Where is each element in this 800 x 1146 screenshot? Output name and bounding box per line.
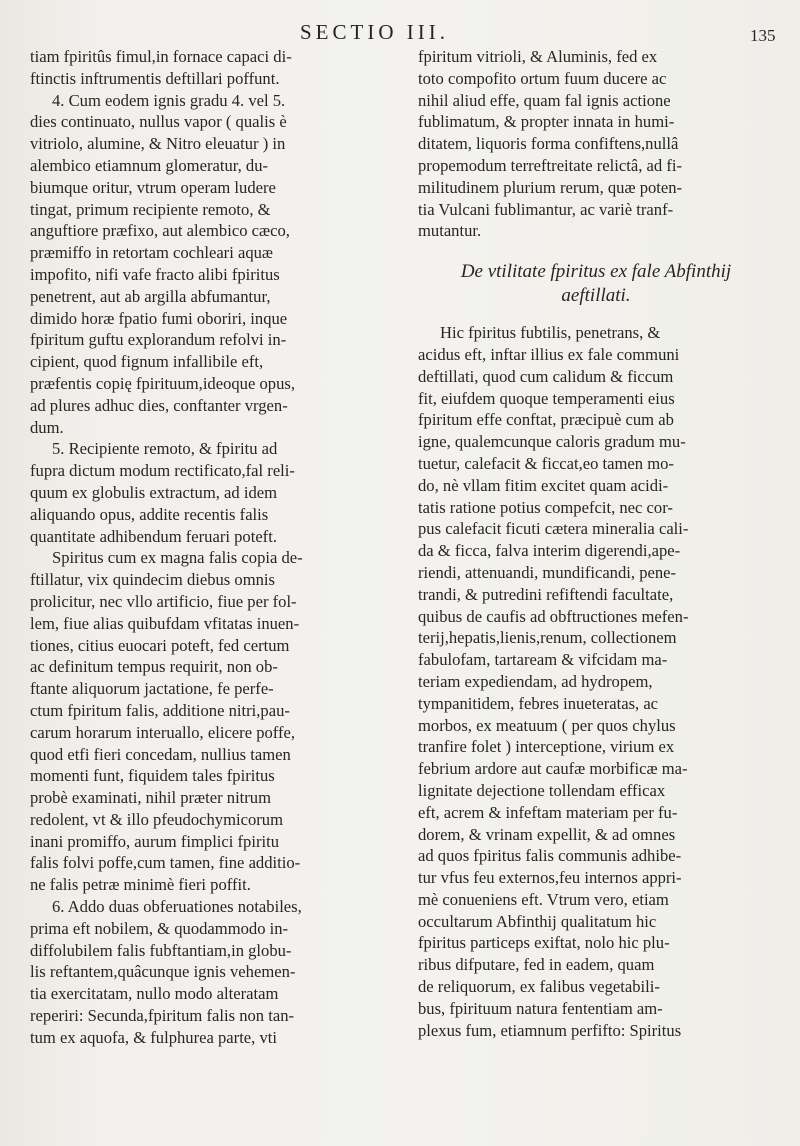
text-line: eft, acrem & infeftam materiam per fu- [418, 802, 678, 822]
text-line: ne falis petræ minimè fieri poffit. [30, 875, 251, 895]
text-line: 4. Cum eodem ignis gradu 4. vel 5. [52, 90, 286, 110]
text-line: propemodum terreftreitate relictâ, ad fi- [418, 155, 682, 175]
text-line: mè conueniens eft. Vtrum vero, etiam [418, 889, 669, 909]
text-line: fpiritum vitrioli, & Aluminis, fed ex [418, 47, 658, 66]
text-line: quibus de caufis ad obftructiones mefen- [418, 606, 689, 626]
text-line: tia Vulcani fublimantur, ac variè tranf- [418, 199, 674, 219]
text-line: quod etfi fieri concedam, nullius tamen [30, 744, 291, 764]
text-line: aliquando opus, addite recentis falis [30, 504, 269, 524]
text-line: fublimatum, & propter innata in humi- [418, 112, 675, 132]
text-line: da & ficca, falva interim digerendi,ape- [418, 541, 681, 561]
text-line: tingat, primum recipiente remoto, & [30, 199, 271, 219]
text-line: ftante aliquorum jactatione, fe perfe- [30, 679, 274, 699]
text-line: teriam expediendam, ad hydropem, [418, 671, 653, 691]
text-line: Hic fpiritus fubtilis, penetrans, & [440, 323, 661, 343]
text-line: nihil aliud effe, quam fal ignis actione [418, 90, 671, 110]
text-line: lignitate dejectione tollendam efficax [418, 780, 666, 800]
text-line: fupra dictum modum rectificato,fal reli- [30, 461, 295, 481]
text-line: cipient, quod fignum infallibile eft, [30, 352, 264, 372]
text-line: occultarum Abfinthij qualitatum hic [418, 911, 657, 931]
text-line: pus calefacit ficuti cætera mineralia cali- [418, 519, 689, 539]
text-line: redolent, vt & illo pfeudochymicorum [30, 809, 283, 829]
text-line: 6. Addo duas obferuationes notabiles, [52, 897, 302, 917]
text-line: tiam fpiritûs fimul,in fornace capaci di- [30, 47, 292, 66]
right-column [418, 46, 774, 1041]
text-line: dimido horæ fpatio fumi oboriri, inque [30, 308, 288, 328]
text-line: præmiffo in retortam cochleari aquæ [30, 243, 273, 263]
text-line: mutantur. [418, 221, 482, 241]
text-line: ac definitum tempus requirit, non ob- [30, 657, 278, 677]
text-line: tympanitidem, febres inueteratas, ac [418, 693, 659, 713]
text-line: tranfire folet ) interceptione, virium ex [418, 737, 675, 757]
text-line: penetrent, aut ab argilla abfumantur, [30, 286, 271, 306]
text-line: do, nè vllam fitim excitet quam acidi- [418, 475, 669, 495]
text-line: tia exercitatam, nullo modo alteratam [30, 984, 279, 1004]
text-line: tur vfus feu externos,feu internos appri- [418, 868, 682, 888]
text-line: anguftiore præfixo, aut alembico cæco, [30, 221, 290, 241]
chapter-heading-line1: De vtilitate fpiritus ex fale Abfinthij [460, 261, 732, 283]
text-line: ribus difputare, fed in eadem, quam [418, 955, 655, 975]
text-line: ctum fpiritum falis, additione nitri,pau- [30, 700, 290, 720]
text-line: prolicitur, nec vllo artificio, fiue per fol- [30, 591, 297, 611]
left-column [30, 46, 384, 1049]
text-line: toto compofito ortum fuum ducere ac [418, 68, 667, 88]
text-line: de reliquorum, ex falibus vegetabili- [418, 977, 660, 997]
text-line: lem, fiue alias quibufdam vfitatas inuen- [30, 613, 300, 633]
text-line: dorem, & vrinam expellit, & ad omnes [418, 824, 676, 844]
chapter-heading-line2: aeftillati. [561, 285, 631, 307]
text-line: inani promiffo, aurum fimplici fpiritu [30, 831, 280, 851]
text-line: febrium ardore aut caufæ morbificæ ma- [418, 759, 688, 779]
text-line: terij,hepatis,lienis,renum, collectionem [418, 628, 677, 648]
text-line: quantitate adhibendum feruari poteft. [30, 526, 277, 546]
text-line: fpiritum guftu explorandum refolvi in- [30, 330, 287, 350]
text-line: tatis ratione potius compefcit, nec cor- [418, 497, 673, 517]
text-line: militudinem plurium rerum, quæ poten- [418, 177, 683, 197]
text-line: morbos, ex meatuum ( per quos chylus [418, 715, 676, 735]
text-line: carum horarum interuallo, elicere poffe, [30, 722, 296, 742]
text-line: præfentis copię fpirituum,ideoque opus, [30, 373, 295, 393]
text-line: bus, fpirituum natura fententiam am- [418, 998, 663, 1018]
text-line: dum. [30, 417, 64, 437]
text-line: reperiri: Secunda,fpiritum falis non tan- [30, 1006, 295, 1026]
text-line: deftillati, quod cum calidum & ficcum [418, 366, 674, 386]
text-line: tum ex aquofa, & fulphurea parte, vti [30, 1027, 277, 1047]
text-line: ftinctis inftrumentis deftillari poffunt. [30, 68, 280, 88]
text-line: vitriolo, alumine, & Nitro eleuatur ) in [30, 134, 286, 154]
text-line: momenti funt, fiquidem tales fpiritus [30, 766, 275, 786]
text-line: plexus fum, etiamnum perfifto: Spiritus [418, 1020, 682, 1040]
text-line: tuetur, calefacit & ficcat,eo tamen mo- [418, 453, 674, 473]
text-line: lis reftantem,quâcunque ignis vehemen- [30, 962, 296, 982]
text-line: quum ex globulis extractum, ad idem [30, 482, 278, 502]
text-line: acidus eft, inftar illius ex fale communi [418, 344, 680, 364]
text-line: ftillatur, vix quindecim diebus omnis [30, 570, 275, 590]
text-line: ad quos fpiritus falis communis adhibe- [418, 846, 682, 866]
section-title: SECTIO III. [300, 20, 449, 44]
text-line: fpiritum effe conftat, præcipuè cum ab [418, 410, 674, 430]
text-line: fpiritus particeps exiftat, nolo hic plu- [418, 933, 670, 953]
text-line: impofito, nifi vafe fracto alibi fpiritus [30, 264, 280, 284]
text-line: dies continuato, nullus vapor ( qualis è [30, 112, 287, 132]
text-line: ditatem, liquoris forma confiftens,nullâ [418, 134, 679, 154]
text-line: diffolubilem falis fubftantiam,in globu- [30, 940, 292, 960]
text-line: fabulofam, tartaream & vifcidam ma- [418, 650, 668, 670]
text-line: Spiritus cum ex magna falis copia de- [52, 548, 303, 568]
text-line: alembico etiamnum glomeratur, du- [30, 155, 269, 175]
text-line: ad plures adhuc dies, conftanter vrgen- [30, 395, 288, 415]
text-line: fit, eiufdem quoque temperamenti eius [418, 388, 675, 408]
text-line: biumque oritur, vtrum operam ludere [30, 177, 276, 197]
text-line: riendi, attenuandi, mundificandi, pene- [418, 562, 677, 582]
page-number: 135 [750, 26, 776, 45]
text-line: tiones, citius euocari poteft, fed certum [30, 635, 290, 655]
text-line: trandi, & putredini refiftendi facultate, [418, 584, 674, 604]
text-line: falis folvi poffe,cum tamen, fine additio- [30, 853, 301, 873]
text-line: 5. Recipiente remoto, & fpiritu ad [52, 439, 278, 459]
right-column-body-text [418, 322, 774, 1041]
text-line: prima eft nobilem, & quodammodo in- [30, 918, 289, 938]
right-column-top-text [418, 46, 774, 242]
text-line: probè examinati, nihil præter nitrum [30, 788, 272, 808]
text-line: igne, qualemcunque caloris gradum mu- [418, 432, 686, 452]
